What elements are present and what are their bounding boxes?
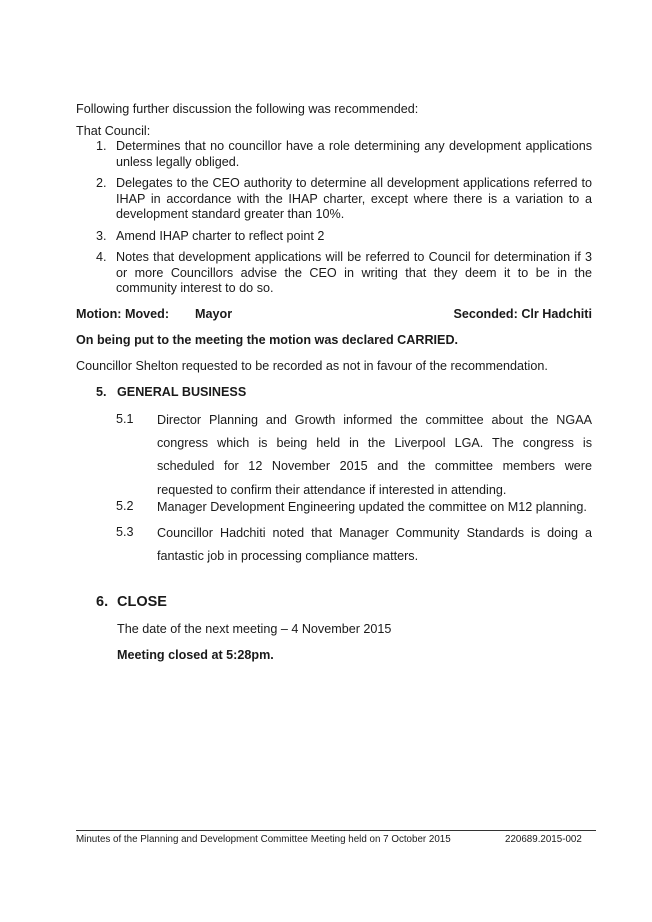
motion-mover: Mayor bbox=[195, 307, 233, 321]
document-reference: 220689.2015-002 bbox=[505, 834, 582, 845]
next-meeting-date: The date of the next meeting – 4 November 2015 bbox=[117, 622, 392, 636]
section-number: 5. bbox=[96, 385, 107, 399]
section-title: GENERAL BUSINESS bbox=[117, 385, 247, 399]
item-text: Councillor Hadchiti noted that Manager Community Standards is doing a fantastic job in processing compliance matters. bbox=[157, 526, 592, 564]
list-item bbox=[96, 229, 592, 245]
section-title: CLOSE bbox=[117, 594, 167, 610]
intro-line: Following further discussion the following was recommended: bbox=[76, 102, 419, 116]
list-text: Amend IHAP charter to reflect point 2 bbox=[116, 228, 325, 243]
list-number: 4. bbox=[96, 250, 107, 264]
meeting-closed-time: Meeting closed at 5:28pm. bbox=[117, 648, 274, 662]
motion-seconder: Seconded: Clr Hadchiti bbox=[453, 307, 592, 321]
dissent-note: Councillor Shelton requested to be recorded as not in favour of the recommendation. bbox=[76, 359, 548, 373]
motion-result: On being put to the meeting the motion was declared CARRIED. bbox=[76, 333, 459, 347]
motion-moved-label: Motion: Moved: bbox=[76, 307, 170, 321]
list-item bbox=[96, 176, 592, 223]
list-number: 1. bbox=[96, 139, 107, 153]
footer-divider bbox=[76, 830, 596, 831]
section-heading-close bbox=[96, 594, 167, 610]
list-item bbox=[96, 139, 592, 170]
section-heading-general-business bbox=[96, 385, 246, 399]
list-number: 3. bbox=[96, 228, 107, 243]
item-number: 5.3 bbox=[116, 525, 134, 539]
recommendation-list bbox=[96, 139, 592, 303]
item-text: Director Planning and Growth informed the committee about the NGAA congress which is being held in the Liverpool LGA. The congress is scheduled for 12 November 2015 and the committee members were requested to confirm their attendance if interested in attending. bbox=[157, 413, 592, 497]
list-number: 2. bbox=[96, 176, 107, 190]
item-text: Manager Development Engineering updated the committee on M12 planning. bbox=[157, 500, 587, 514]
item-number: 5.1 bbox=[116, 412, 134, 426]
list-text: Notes that development applications will be referred to Council for determination if 3 or more Councillors advise the CEO in writing that they deem it to be in the community interest to do so. bbox=[116, 250, 592, 295]
that-council-label: That Council: bbox=[76, 124, 151, 138]
list-item bbox=[96, 250, 592, 297]
item-number: 5.2 bbox=[116, 499, 134, 513]
footer-title: Minutes of the Planning and Development Committee Meeting held on 7 October 2015 bbox=[76, 834, 451, 845]
motion-row bbox=[76, 307, 592, 325]
list-text: Delegates to the CEO authority to determine all development applications referred to IHAP in accordance with the IHAP charter, except where there is a variation to a development standard greater than 10%. bbox=[116, 176, 592, 221]
section-number: 6. bbox=[96, 594, 109, 610]
list-text: Determines that no councillor have a role determining any development applications unless legally obliged. bbox=[116, 139, 592, 169]
